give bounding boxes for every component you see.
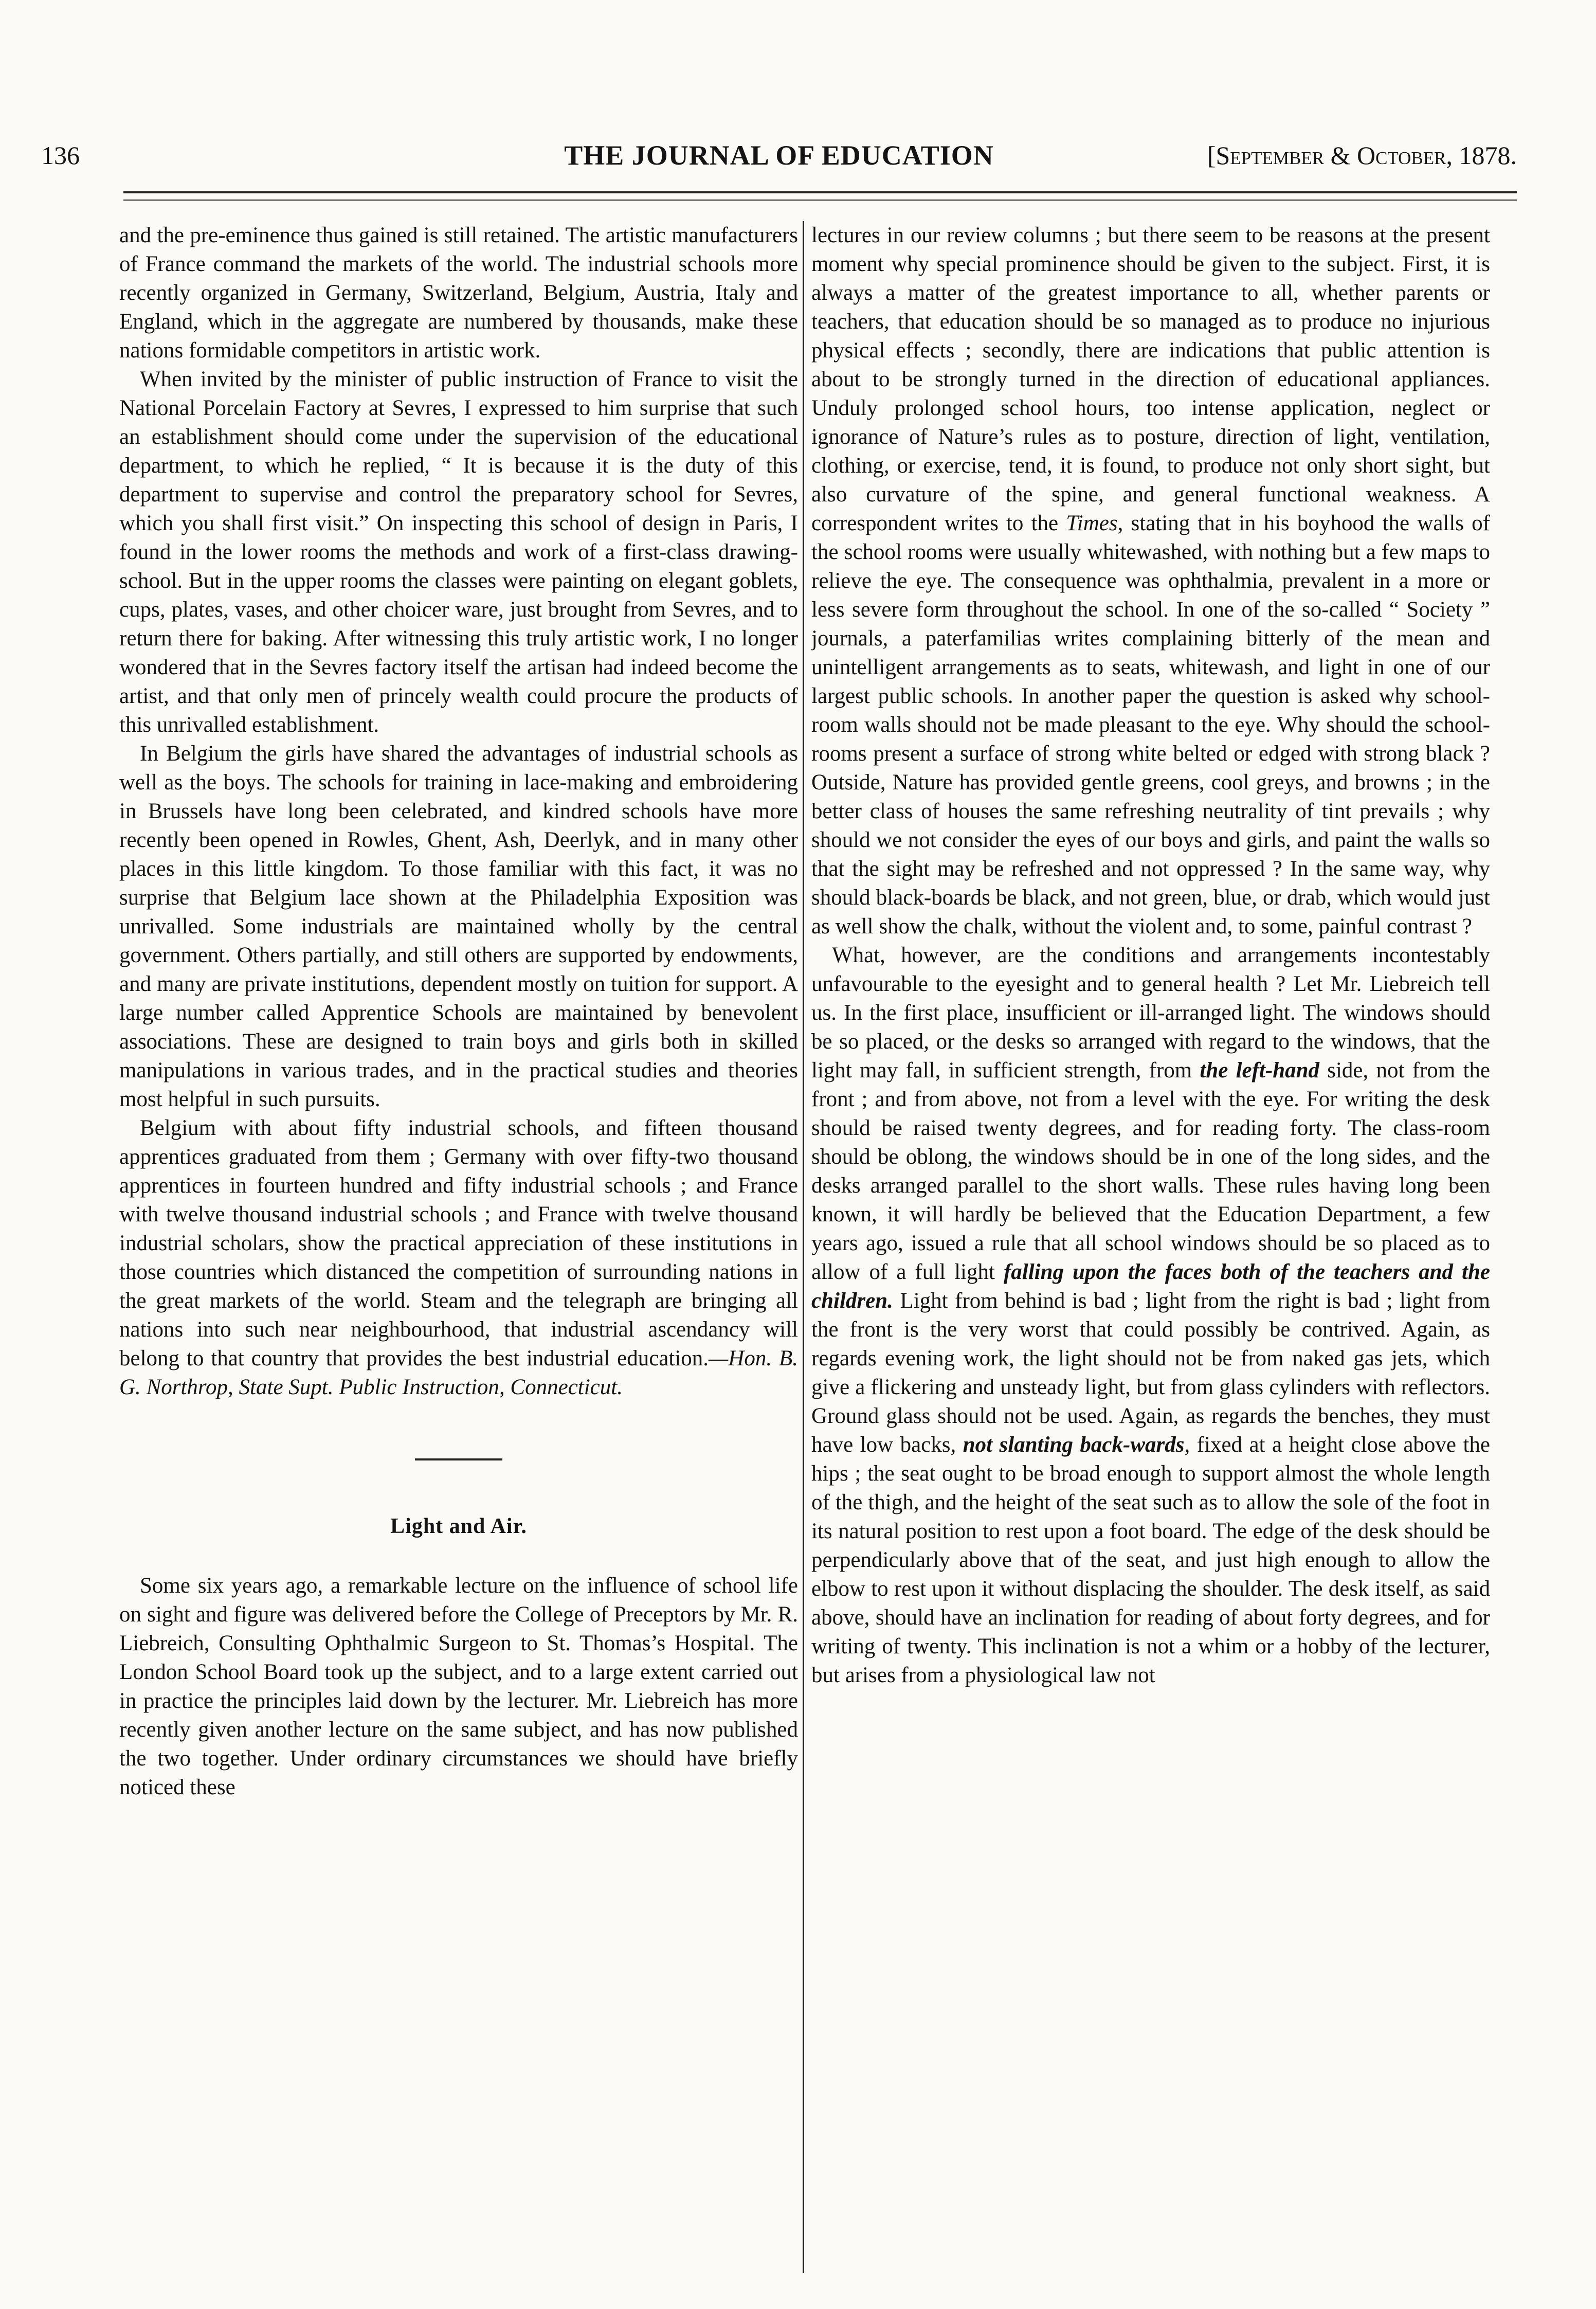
emphasis-text: not slanting back-wards [963, 1433, 1185, 1457]
column-divider [803, 221, 804, 2273]
paragraph [811, 221, 1490, 941]
paragraph [811, 941, 1490, 1690]
newspaper-title: Times [1066, 511, 1118, 535]
attribution: —Hon. B. G. Northrop, State Supt. Public Instruction, Connecticut. [119, 1346, 798, 1399]
paragraph [119, 1114, 798, 1402]
paragraph: Some six years ago, a remarkable lecture on the influence of school life on sight and figure was delivered before the College of Preceptors by Mr. R. Liebreich, Consulting Ophthalmic Surgeon to St. Thomas’s Hospital. The London School Board took up the subject, and to a large extent carried out in practice the principles laid down by the lecturer. Mr. Liebreich has more recently given another lecture on the same subject, and has now published the two together. Under ordinary circumstances we should have briefly noticed these [119, 1574, 798, 1799]
right-column [811, 221, 1490, 2278]
paragraph-text: , fixed at a height close above the hips ; the seat ought to be broad enough to support almost the whole length of the thigh, and the height of the seat such as to allow the sole of the foot in its natural position to rest upon a foot board. The edge of the desk should be perpendicularly above that of the seat, and just high enough to allow the elbow to rest upon it without displacing the shoulder. The desk itself, as said above, should have an inclination for reading of about forty degrees, and for writing of twenty. This inclination is not a whim or a hobby of the lecturer, but arises from a physiological law not [811, 1433, 1490, 1687]
journal-title: THE JOURNAL OF EDUCATION [564, 140, 994, 171]
paragraph-text: Belgium with about fifty industrial schools, and fifteen thousand apprentices graduated from them ; Germany with over fifty-two thousand apprentices in fourteen hundred and fifty industrial schools ; and France with twelve thousand industrial schools ; and France with twelve thousand industrial scholars, show the practical appreciation of these institutions in those countries which distanced the competition of surrounding nations in the great markets of the world. Steam and the telegraph are bringing all nations into such near neighbourhood, that industrial ascendancy will belong to that country that provides the best industrial education. [119, 1116, 798, 1370]
paragraph-text: lectures in our review columns ; but there seem to be reasons at the present moment why special prominence should be given to the subject. First, it is always a matter of the greatest importance to all, whether parents or teachers, that education should be so managed as to produce no injurious physical effects ; secondly, there are indications that public attention is about to be strongly turned in the direction of educational appliances. Unduly prolonged school hours, too intense application, neglect or ignorance of Nature’s rules as to posture, direction of light, ventilation, clothing, or exercise, tend, it is found, to produce not only short sight, but also curvature of the spine, and general functional weakness. A correspondent writes to the [811, 223, 1490, 535]
paragraph: In Belgium the girls have shared the advantages of industrial schools as well as the boys. The schools for training in lace-making and embroidering in Brussels have long been celebrated, and kindred schools have more recently been opened in Rowles, Ghent, Ash, Deerlyk, and in many other places in this little kingdom. To those familiar with this fact, it was no surprise that Belgium lace shown at the Philadelphia Exposition was unrivalled. Some industrials are maintained wholly by the central government. Others partially, and still others are supported by endowments, and many are private institutions, dependent mostly on tuition for support. A large number called Apprentice Schools are maintained by benevolent associations. These are designed to train boys and girls both in skilled manipulations in various trades, and in the practical studies and theories most helpful in such pursuits. [119, 742, 798, 1111]
emphasis-text: falling upon the faces both of the teachers and the children. [811, 1260, 1490, 1313]
section-heading: Light and Air. [390, 1514, 527, 1538]
issue-date: [September & October, 1878. [1207, 141, 1517, 170]
paragraph-text: Light from behind is bad ; light from the right is bad ; light from the front is the very worst that could possibly be contrived. Again, as regards evening work, the light should not be from naked gas jets, which give a flickering and unsteady light, but from glass cylinders with reflectors. Ground glass should not be used. Again, as regards the benches, they must have low backs, [811, 1289, 1490, 1457]
header-rule [123, 191, 1517, 201]
paragraph: and the pre-eminence thus gained is still retained. The artistic manufacturers of France command the markets of the world. The industrial schools more recently organized in Germany, Switzerland, Belgium, Austria, Italy and England, which in the aggregate are numbered by thousands, make these nations formidable competitors in artistic work. [119, 223, 798, 363]
section-divider [415, 1458, 502, 1460]
paragraph-text: side, not from the front ; and from above, not from a level with the eye. For writing the desk should be raised twenty degrees, and for reading forty. The class-room should be oblong, the windows should be in one of the long sides, and the desks arranged parallel to the short walls. These rules having long been known, it will hardly be believed that the Education Department, a few years ago, issued a rule that all school windows should be so placed as to allow of a full light [811, 1058, 1490, 1284]
paragraph-text: What, however, are the conditions and arrangements incontestably unfavourable to the eyesight and to general health ? Let Mr. Liebreich tell us. In the first place, insufficient or ill-arranged light. The windows should be so placed, or the desks so arranged with regard to the windows, that the light may fall, in sufficient strength, from [811, 943, 1490, 1083]
page-header [41, 135, 1517, 176]
page-number: 136 [41, 141, 80, 170]
emphasis-text: the left-hand [1200, 1058, 1320, 1083]
left-column [119, 221, 798, 2278]
paragraph-text: , stating that in his boyhood the walls of the school rooms were usually whitewashed, with nothing but a few maps to relieve the eye. The consequence was ophthalmia, prevalent in a more or less severe form throughout the school. In one of the so-called “ Society ” journals, a paterfamilias writes complaining bitterly of the mean and unintelligent arrangements as to seats, whitewash, and light in one of our largest public schools. In another paper the question is asked why school-room walls should not be made pleasant to the eye. Why should the school-rooms present a surface of strong white belted or edged with strong black ? Outside, Nature has provided gentle greens, cool greys, and browns ; in the better class of houses the same refreshing neutrality of tint prevails ; why should we not consider the eyes of our boys and girls, and paint the walls so that the sight may be refreshed and not oppressed ? In the same way, why should black-boards be black, and not green, blue, or drab, which would just as well show the chalk, without the violent and, to some, painful contrast ? [811, 511, 1490, 939]
paragraph: When invited by the minister of public instruction of France to visit the National Porcelain Factory at Sevres, I expressed to him surprise that such an establishment should come under the supervision of the educational department, to which he replied, “ It is because it is the duty of this department to supervise and control the preparatory school for Sevres, which you shall first visit.” On inspecting this school of design in Paris, I found in the lower rooms the methods and work of a first-class drawing-school. But in the upper rooms the classes were painting on elegant goblets, cups, plates, vases, and other choicer ware, just brought from Sevres, and to return there for baking. After witnessing this truly artistic work, I no longer wondered that in the Sevres factory itself the artisan had indeed become the artist, and that only men of princely wealth could procure the products of this unrivalled establishment. [119, 367, 798, 737]
